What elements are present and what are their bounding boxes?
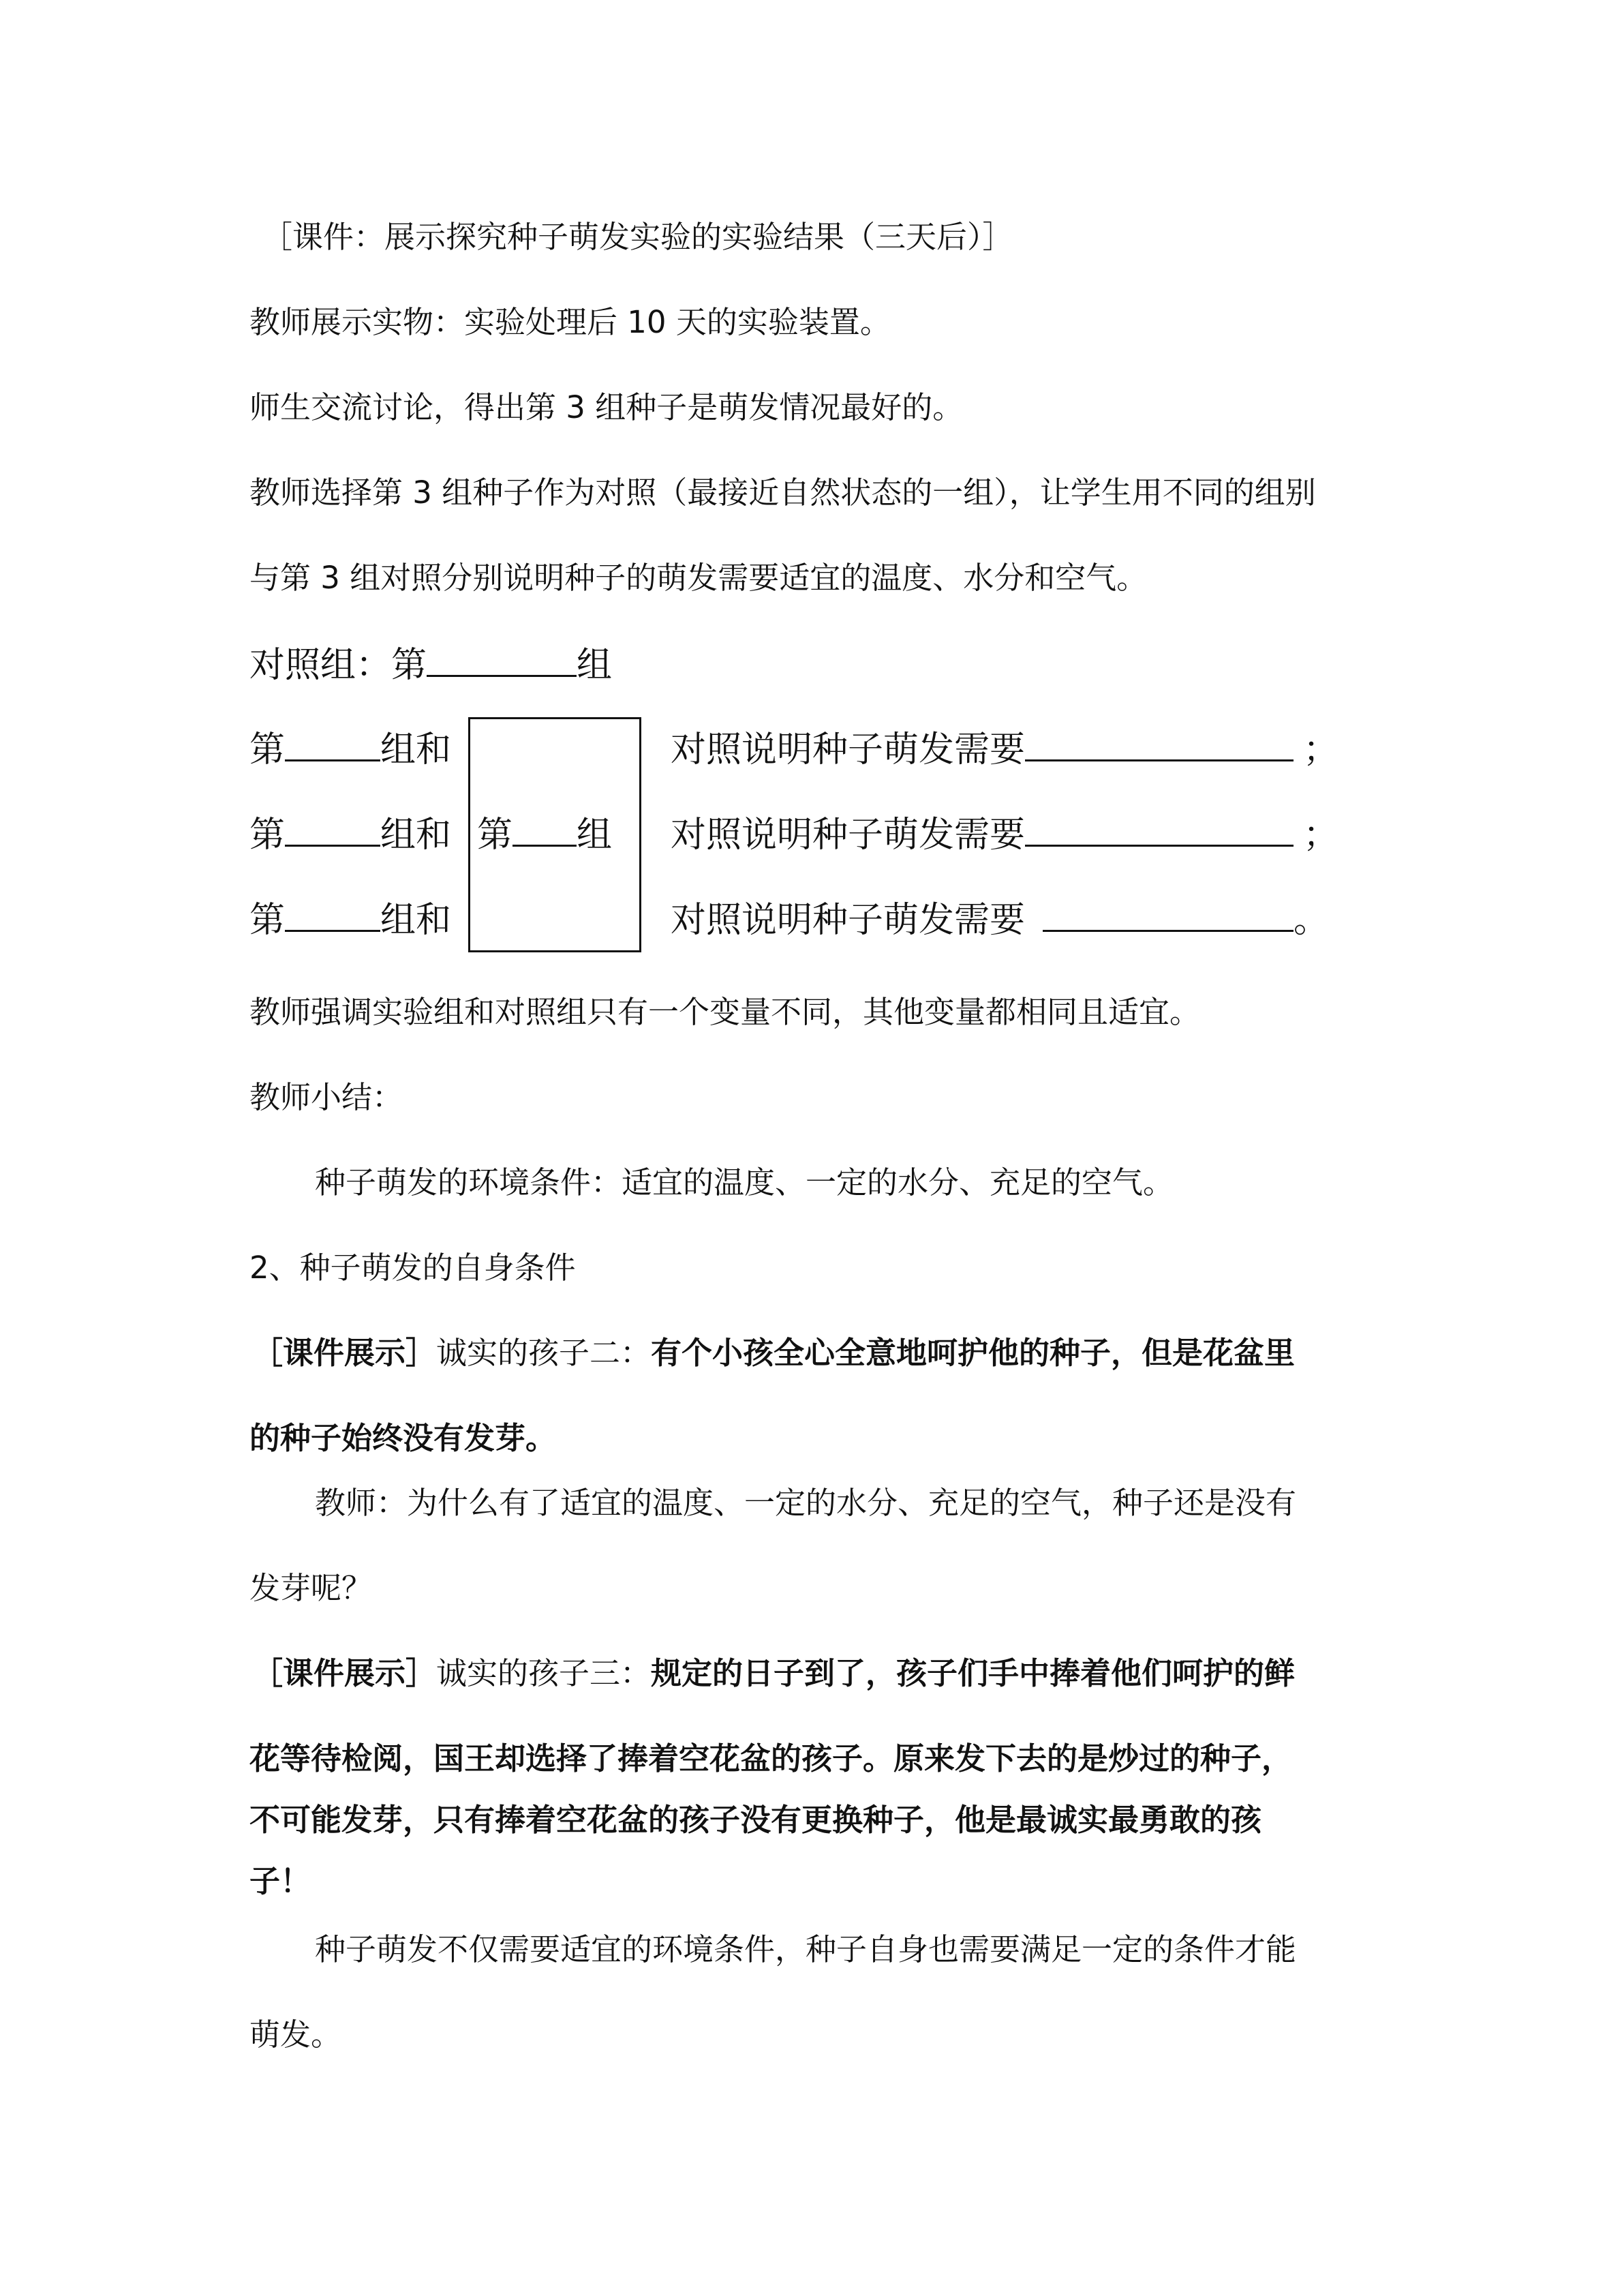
control-choice-line1: 教师选择第 3 组种子作为对照（最接近自然状态的一组），让学生用不同的组别 — [249, 474, 1316, 511]
worksheet-row-1-left — [249, 727, 451, 772]
row-1-connector: 组和 — [380, 729, 452, 770]
row-2-connector: 组和 — [380, 815, 452, 856]
control-group-label: 对照组：第 — [249, 645, 427, 686]
row-1-end-mark: ； — [1303, 729, 1339, 770]
center-group-prefix: 第 — [477, 815, 513, 856]
story-two-label: 诚实的孩子二： — [436, 1335, 652, 1371]
story-three-line-1 — [252, 1653, 1295, 1694]
control-choice-line2: 与第 3 组对照分别说明种子的萌发需要适宜的温度、水分和空气。 — [249, 560, 1148, 596]
worksheet-row-2-left — [249, 813, 451, 858]
conclusion-line-1: 种子萌发不仅需要适宜的环境条件，种子自身也需要满足一定的条件才能 — [315, 1931, 1297, 1967]
row-1-prefix: 第 — [249, 729, 286, 770]
story-three-label: 诚实的孩子三： — [436, 1655, 652, 1691]
teacher-question-line-1: 教师：为什么有了适宜的温度、一定的水分、充足的空气，种子还是没有 — [315, 1485, 1297, 1521]
control-group-line — [249, 643, 612, 688]
row-3-connector: 组和 — [380, 900, 452, 941]
row-2-end-mark: ； — [1303, 815, 1339, 856]
row-3-end-mark: 。 — [1294, 900, 1330, 941]
teacher-question-line-2: 发芽呢？ — [249, 1570, 373, 1606]
worksheet-row-3-right — [671, 898, 1329, 943]
row-1-group-blank[interactable] — [285, 729, 380, 761]
teacher-demo-paragraph: 教师展示实物：实验处理后 10 天的实验装置。 — [249, 304, 891, 340]
row-2-prefix: 第 — [249, 815, 286, 856]
story-two-line-2: 的种子始终没有发芽。 — [249, 1420, 557, 1456]
story-two-tag: ［课件展示］ — [252, 1335, 437, 1371]
row-3-prefix: 第 — [249, 900, 286, 941]
worksheet-row-2-right — [671, 813, 1338, 858]
center-group-blank[interactable] — [512, 815, 577, 847]
row-3-answer-blank[interactable] — [1043, 900, 1294, 932]
row-2-compare-text: 对照说明种子萌发需要 — [671, 815, 1026, 856]
section-heading-self-conditions: 2、种子萌发的自身条件 — [249, 1250, 576, 1286]
conclusion-line-2: 萌发。 — [249, 2016, 342, 2053]
discussion-paragraph: 师生交流讨论，得出第 3 组种子是萌发情况最好的。 — [249, 389, 964, 425]
center-group-suffix: 组 — [577, 815, 613, 856]
story-three-text-1: 规定的日子到了，孩子们手中捧着他们呵护的鲜 — [651, 1655, 1296, 1691]
row-3-compare-text: 对照说明种子萌发需要 — [671, 900, 1026, 941]
story-two-line-1 — [252, 1333, 1295, 1374]
worksheet-row-1-right — [671, 727, 1338, 772]
courseware-note: ［课件：展示探究种子萌发实验的实验结果（三天后）］ — [262, 219, 1013, 255]
row-3-group-blank[interactable] — [285, 900, 380, 932]
worksheet-row-3-left — [249, 898, 451, 943]
story-three-line-3: 不可能发芽，只有捧着空花盆的孩子没有更换种子，他是最诚实最勇敢的孩 — [249, 1802, 1262, 1838]
story-two-text-1: 有个小孩全心全意地呵护他的种子，但是花盆里 — [651, 1335, 1296, 1371]
row-1-answer-blank[interactable] — [1025, 729, 1294, 761]
story-three-line-2: 花等待检阅，国王却选择了捧着空花盆的孩子。原来发下去的是炒过的种子， — [249, 1740, 1293, 1777]
control-group-suffix: 组 — [577, 645, 613, 686]
center-group-text — [477, 813, 612, 858]
environment-conditions: 种子萌发的环境条件：适宜的温度、一定的水分、充足的空气。 — [315, 1164, 1174, 1200]
row-1-compare-text: 对照说明种子萌发需要 — [671, 729, 1026, 770]
story-three-line-4: 子！ — [249, 1863, 311, 1899]
row-2-group-blank[interactable] — [285, 815, 380, 847]
story-three-tag: ［课件展示］ — [252, 1655, 437, 1691]
row-2-answer-blank[interactable] — [1025, 815, 1294, 847]
summary-heading: 教师小结： — [249, 1079, 403, 1115]
emphasis-paragraph: 教师强调实验组和对照组只有一个变量不同，其他变量都相同且适宜。 — [249, 994, 1201, 1030]
control-group-blank[interactable] — [427, 645, 577, 677]
